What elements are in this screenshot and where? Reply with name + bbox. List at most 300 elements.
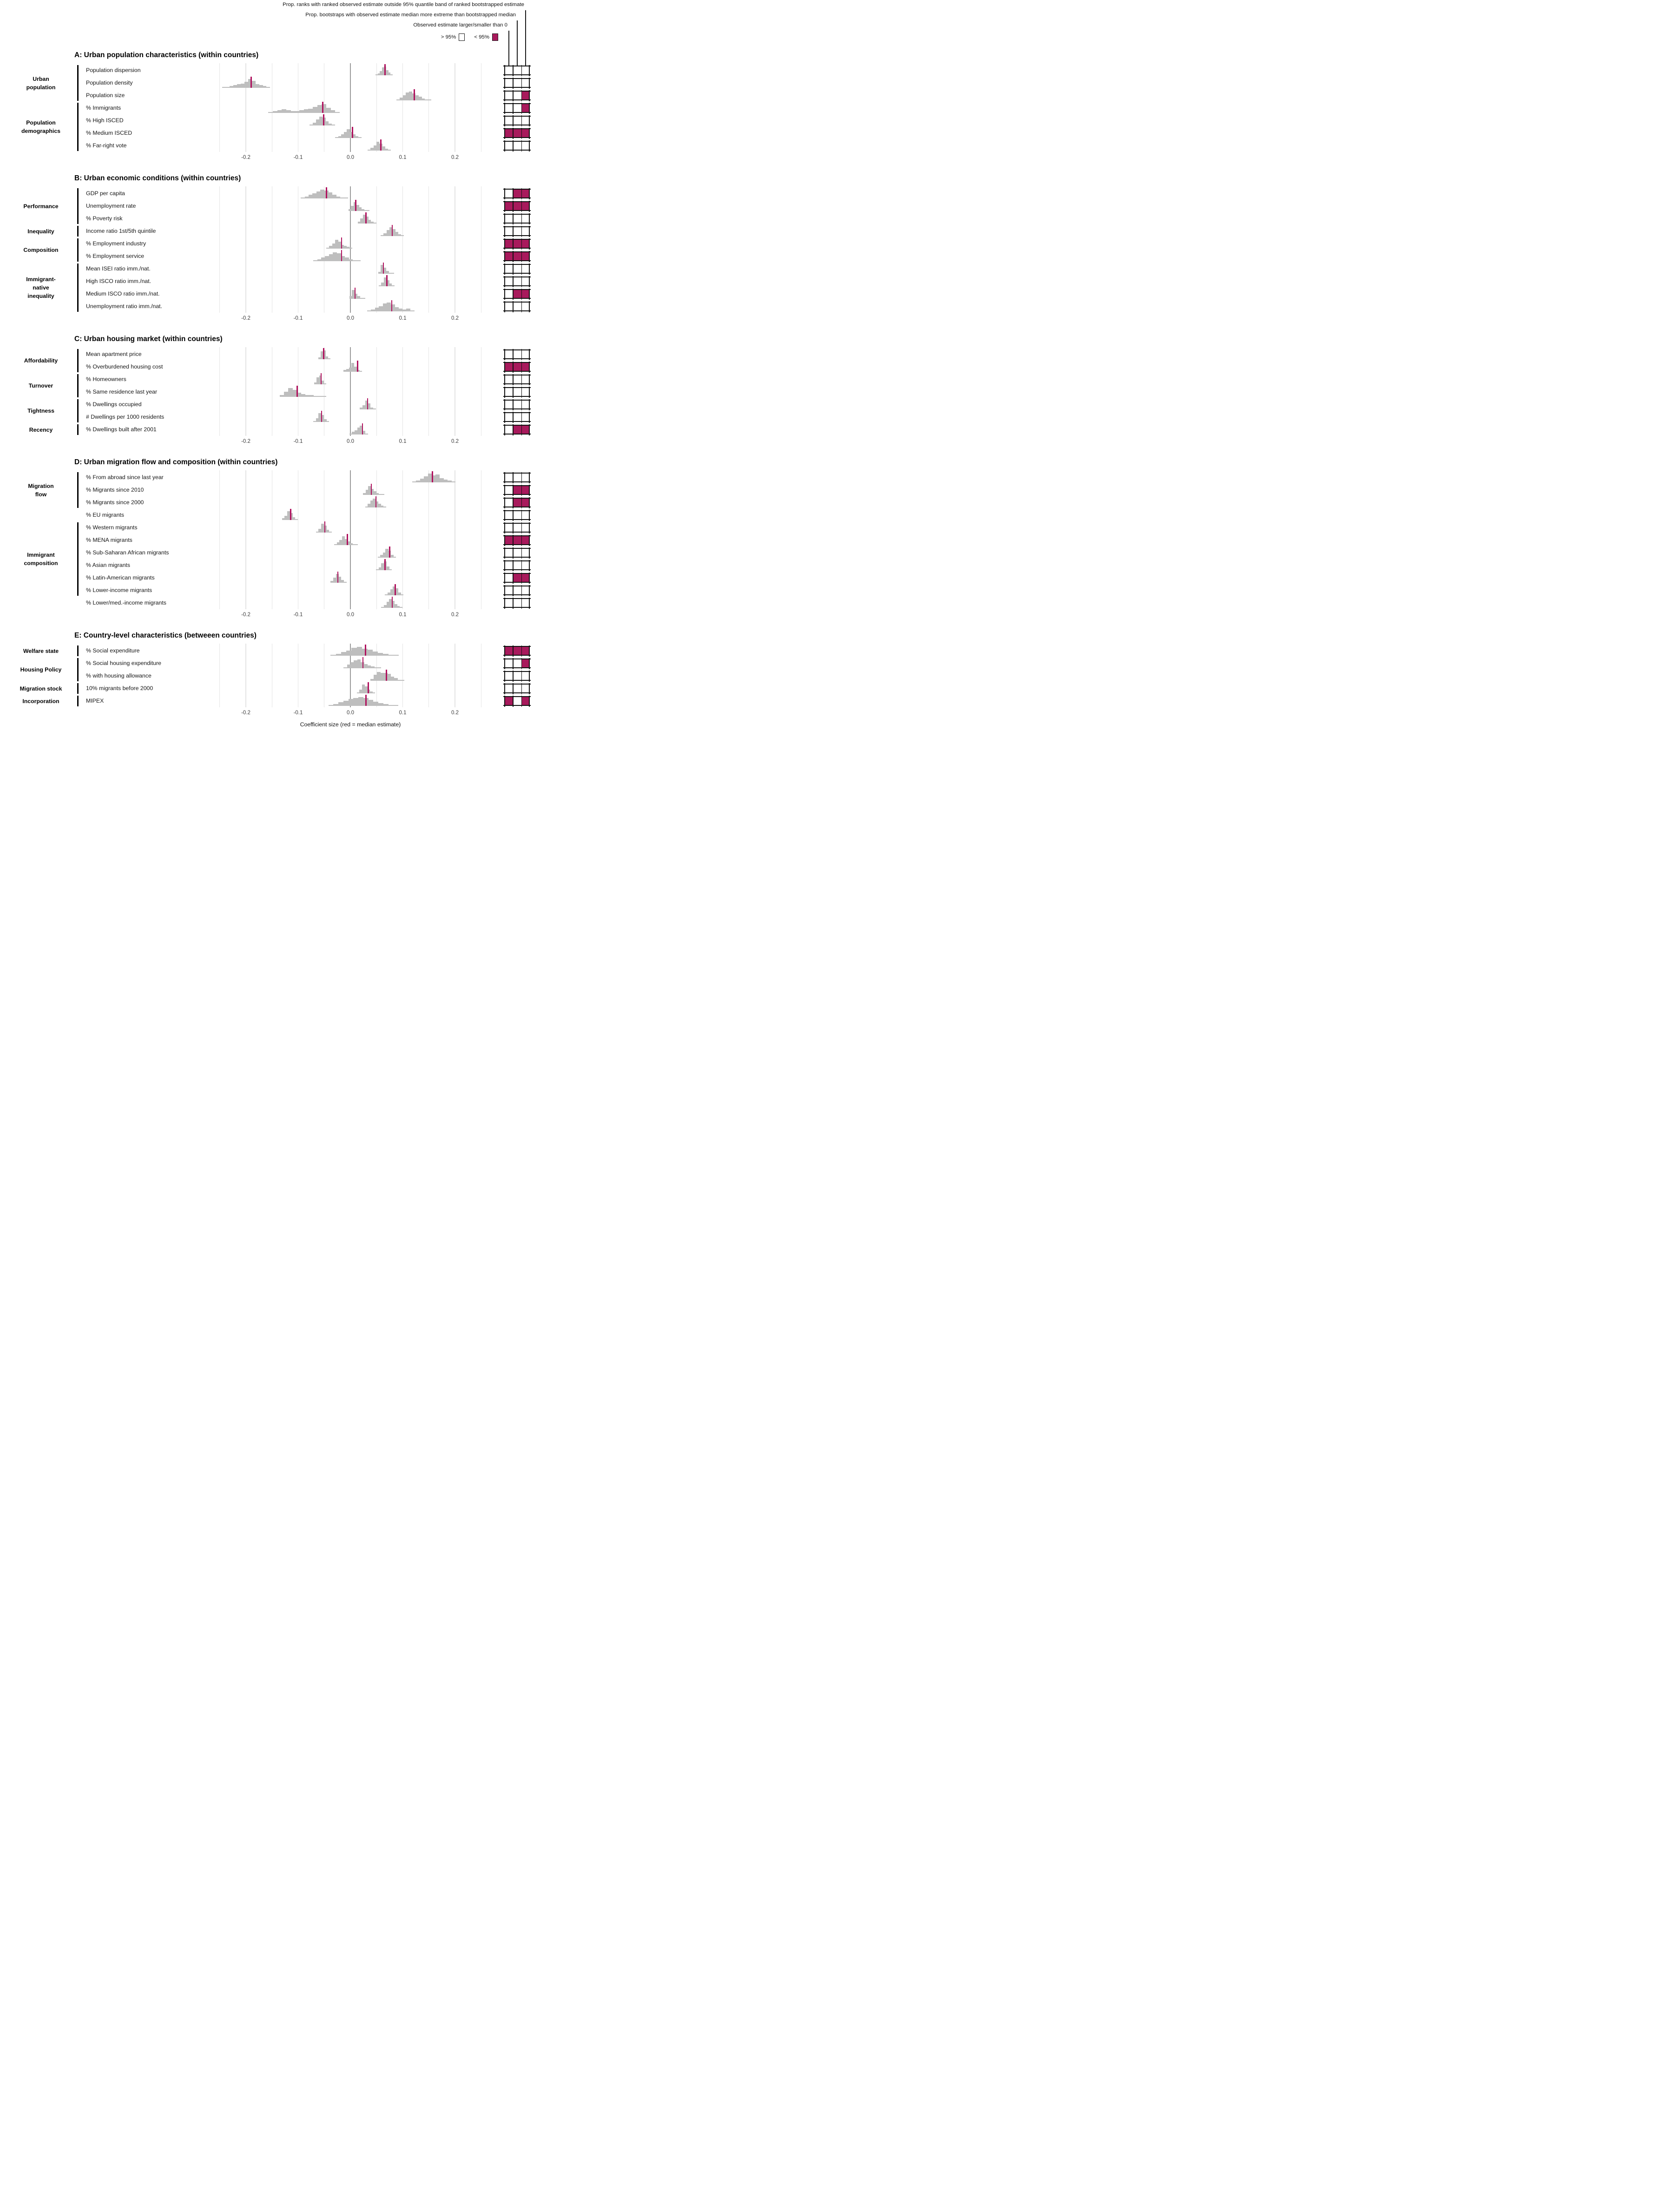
histogram-bar <box>355 544 358 545</box>
panel-c-title: C: Urban housing market (within countries) <box>74 335 223 343</box>
grid-cell <box>513 511 521 520</box>
grid-cell <box>521 388 530 396</box>
panel-b-row-label-4: % Employment industry <box>86 240 146 247</box>
panel-b-title: B: Urban economic conditions (within countries) <box>74 174 241 182</box>
axis-tick-label: 0.0 <box>347 612 354 618</box>
median-line <box>357 361 358 372</box>
gridline <box>454 186 455 313</box>
group-label-line: demographics <box>21 128 61 134</box>
grid-cell <box>513 400 521 409</box>
group-label-line: Population <box>26 119 56 126</box>
group-label-line: Housing Policy <box>20 666 62 673</box>
grid-cell <box>513 350 521 359</box>
grid-border <box>503 289 531 290</box>
grid-cell-filled <box>521 104 530 112</box>
panel-d-row-label-10: % Lower/med.-income migrants <box>86 599 166 606</box>
histogram-bar <box>391 273 394 274</box>
grid-cell-filled <box>521 91 530 100</box>
legend-leader-ranks <box>525 10 526 66</box>
grid-border <box>503 103 531 104</box>
axis-tick-label: 0.0 <box>347 155 354 160</box>
histogram-bar <box>353 698 358 706</box>
histogram-bar <box>390 74 393 75</box>
group-label-line: Immigrant- <box>26 276 56 283</box>
legend-leader-bootstraps <box>517 20 518 66</box>
gridline <box>245 186 246 313</box>
zero-line <box>350 470 351 609</box>
grid-border <box>503 607 531 608</box>
gridline <box>376 347 377 436</box>
grid-border <box>503 137 531 138</box>
median-line <box>386 275 388 286</box>
grid-cell <box>504 116 513 125</box>
grid-border <box>503 239 531 240</box>
significance-grid <box>504 66 530 75</box>
significance-grid <box>504 561 530 570</box>
grid-cell <box>504 302 513 311</box>
grid-cell-filled <box>521 239 530 248</box>
histogram-bar <box>367 210 369 211</box>
grid-border <box>503 473 531 474</box>
significance-grid <box>504 189 530 198</box>
grid-border <box>503 671 531 672</box>
gridline <box>219 470 220 609</box>
panel-d-row-label-0: % From abroad since last year <box>86 474 164 481</box>
grid-border <box>503 498 531 499</box>
histogram-bar <box>393 705 398 706</box>
median-line <box>250 77 252 88</box>
grid-cell <box>513 277 521 286</box>
axis-tick-label: -0.2 <box>241 710 250 716</box>
median-line <box>384 64 386 75</box>
group-label-line: Inequality <box>27 228 54 235</box>
histogram-bar <box>373 702 378 706</box>
grid-cell-filled <box>513 573 521 582</box>
median-line <box>392 597 393 608</box>
panel-e-title: E: Country-level characteristics (betweeen countries) <box>74 632 257 639</box>
grid-cell <box>521 66 530 75</box>
grid-border <box>503 557 531 558</box>
gridline <box>454 63 455 152</box>
grid-border <box>503 223 531 224</box>
grid-cell <box>504 548 513 557</box>
group-label-line: inequality <box>27 293 54 299</box>
histogram-bar <box>322 396 326 397</box>
grid-border <box>503 421 531 422</box>
histogram-bar <box>372 652 378 656</box>
histogram-bar <box>401 680 405 681</box>
significance-grid <box>504 290 530 298</box>
panel-b-row-label-0: GDP per capita <box>86 190 125 197</box>
median-line <box>355 288 356 299</box>
grid-cell <box>513 473 521 482</box>
gridline <box>428 470 429 609</box>
histogram-bar <box>389 569 392 570</box>
grid-cell-filled <box>513 189 521 198</box>
grid-cell-filled <box>513 425 521 434</box>
significance-grid <box>504 116 530 125</box>
gridline <box>402 63 403 152</box>
median-line <box>321 373 322 384</box>
grid-border <box>503 112 531 113</box>
grid-cell <box>504 91 513 100</box>
grid-border <box>503 684 531 685</box>
histogram-bar <box>400 607 402 608</box>
axis-tick-label: -0.2 <box>241 155 250 160</box>
histogram-bar <box>367 650 373 656</box>
grid-border <box>503 387 531 388</box>
median-line <box>365 695 367 706</box>
group-label-line: Tightness <box>27 408 54 414</box>
legend-lt95-swatch <box>492 33 498 41</box>
panel-b-group-label-0 <box>4 202 78 211</box>
grid-border <box>503 485 531 486</box>
gridline <box>219 347 220 436</box>
significance-grid <box>504 91 530 100</box>
grid-border <box>503 532 531 533</box>
grid-cell <box>504 523 513 532</box>
panel-d-row-label-4: % Western migrants <box>86 524 138 531</box>
grid-cell-filled <box>504 536 513 545</box>
grid-border <box>503 302 531 303</box>
histogram-bar <box>326 108 331 113</box>
gridline <box>245 644 246 707</box>
grid-border <box>503 310 531 311</box>
grid-border <box>503 91 531 92</box>
histogram-bar <box>333 704 338 706</box>
grid-cell-filled <box>504 362 513 371</box>
grid-cell-filled <box>504 646 513 655</box>
grid-cell <box>504 388 513 396</box>
histogram-bar <box>290 111 295 113</box>
grid-cell <box>504 66 513 75</box>
legend-leader-observed <box>508 31 509 66</box>
grid-cell <box>504 586 513 595</box>
panel-e-row-label-0: % Social expenditure <box>86 647 140 654</box>
panel-a-row-label-3: % Immigrants <box>86 104 121 111</box>
grid-border <box>503 383 531 384</box>
grid-border <box>503 226 531 227</box>
panel-d-row-label-6: % Sub-Saharan African migrants <box>86 549 169 556</box>
histogram-bar <box>362 298 365 299</box>
bootstrap-coefficient-figure <box>0 0 558 737</box>
grid-cell <box>504 659 513 668</box>
gridline <box>428 644 429 707</box>
significance-grid <box>504 672 530 680</box>
histogram-bar <box>329 705 334 706</box>
group-label-line: Turnover <box>28 382 53 389</box>
grid-cell-filled <box>513 362 521 371</box>
grid-cell <box>521 548 530 557</box>
significance-grid <box>504 141 530 150</box>
grid-cell <box>513 684 521 693</box>
grid-cell <box>504 375 513 384</box>
gridline <box>245 347 246 436</box>
axis-tick-label: -0.1 <box>293 439 303 444</box>
panel-e-group-label-3 <box>4 697 78 705</box>
median-line <box>341 250 343 261</box>
grid-cell <box>504 277 513 286</box>
median-line <box>371 484 372 495</box>
panel-c-group-label-0 <box>4 356 78 365</box>
grid-cell <box>504 511 513 520</box>
significance-grid <box>504 498 530 507</box>
histogram-bar <box>313 107 317 113</box>
grid-border <box>503 189 531 190</box>
histogram-bar <box>401 235 404 236</box>
axis-tick-label: 0.2 <box>451 316 459 321</box>
grid-cell-filled <box>513 129 521 138</box>
histogram-bar <box>373 408 375 409</box>
grid-cell <box>521 227 530 236</box>
median-line <box>395 584 396 595</box>
axis-tick-label: 0.1 <box>399 612 407 618</box>
significance-grid <box>504 548 530 557</box>
grid-cell <box>504 189 513 198</box>
grid-cell-filled <box>521 486 530 494</box>
legend-observed-label: Observed estimate larger/smaller than 0 <box>413 22 507 28</box>
panel-e-row-label-1: % Social housing expenditure <box>86 659 162 666</box>
histogram-bar <box>451 481 455 482</box>
panel-d-row-label-9: % Lower-income migrants <box>86 586 152 593</box>
histogram-bar <box>383 654 389 656</box>
panel-d-row-label-7: % Asian migrants <box>86 561 131 568</box>
histogram-bar <box>338 702 343 706</box>
grid-border <box>503 349 531 350</box>
grid-cell <box>513 548 521 557</box>
zero-line <box>350 347 351 436</box>
panel-e-row-label-4: MIPEX <box>86 697 104 704</box>
axis-tick-label: 0.1 <box>399 710 407 716</box>
grid-border <box>503 667 531 668</box>
histogram-bar <box>317 105 322 113</box>
median-line <box>391 300 393 311</box>
grid-cell <box>513 388 521 396</box>
gridline <box>219 644 220 707</box>
grid-border <box>503 358 531 359</box>
grid-cell <box>504 290 513 298</box>
median-line <box>290 509 291 520</box>
grid-cell <box>504 425 513 434</box>
significance-grid <box>504 362 530 371</box>
median-line <box>389 546 390 558</box>
median-line <box>362 657 364 668</box>
grid-border <box>503 260 531 261</box>
panel-a-group-label-1 <box>4 118 78 135</box>
histogram-bar <box>388 150 391 151</box>
legend-lt95-label: < 95% <box>474 34 489 40</box>
grid-border <box>503 87 531 88</box>
grid-cell-filled <box>513 498 521 507</box>
axis-tick-label: -0.2 <box>241 316 250 321</box>
panel-a-row-label-0: Population dispersion <box>86 66 141 73</box>
grid-cell <box>504 684 513 693</box>
grid-cell <box>521 214 530 223</box>
histogram-bar <box>330 110 335 113</box>
axis-tick-label: 0.2 <box>451 439 459 444</box>
histogram-bar <box>428 99 431 100</box>
panel-b-row-label-3: Income ratio 1st/5th quintile <box>86 227 156 234</box>
axis-tick-label: -0.1 <box>293 710 303 716</box>
median-line <box>326 187 327 198</box>
grid-border <box>503 548 531 549</box>
group-label-line: Welfare state <box>23 647 59 654</box>
histogram-bar <box>308 109 313 113</box>
panel-e-group-label-2 <box>4 685 78 693</box>
grid-cell <box>504 573 513 582</box>
grid-border <box>503 705 531 706</box>
histogram-bar <box>341 652 347 656</box>
gridline <box>428 347 429 436</box>
grid-cell <box>504 413 513 421</box>
grid-cell <box>513 66 521 75</box>
median-line <box>392 225 393 236</box>
histogram-bar <box>330 655 336 656</box>
gridline <box>219 63 220 152</box>
panel-b-group-label-3 <box>4 275 78 300</box>
panel-a-row-label-1: Population density <box>86 79 133 86</box>
gridline <box>402 347 403 436</box>
grid-cell <box>513 659 521 668</box>
axis-tick-label: -0.2 <box>241 439 250 444</box>
panel-b-row-label-8: Medium ISCO ratio imm./nat. <box>86 290 160 297</box>
median-line <box>352 127 353 138</box>
grid-border <box>503 535 531 536</box>
axis-tick-label: 0.0 <box>347 710 354 716</box>
histogram-bar <box>359 371 362 372</box>
grid-border <box>503 523 531 524</box>
significance-grid <box>504 536 530 545</box>
histogram-bar <box>328 358 331 359</box>
grid-cell <box>521 684 530 693</box>
panel-c-row-label-2: % Homeowners <box>86 375 126 382</box>
panel-b-row-label-1: Unemployment rate <box>86 202 136 209</box>
median-line <box>365 645 366 656</box>
gridline <box>245 63 246 152</box>
grid-cell <box>504 473 513 482</box>
grid-cell-filled <box>521 697 530 705</box>
significance-grid <box>504 104 530 112</box>
grid-cell <box>504 104 513 112</box>
grid-cell-filled <box>513 239 521 248</box>
grid-border <box>503 658 531 659</box>
legend-bootstraps-label: Prop. bootstraps with observed estimate median more extreme than bootstrapped median <box>305 12 516 18</box>
histogram-bar <box>266 87 270 88</box>
panel-d-row-label-1: % Migrants since 2010 <box>86 486 144 493</box>
median-line <box>322 102 323 113</box>
significance-grid <box>504 214 530 223</box>
histogram-bar <box>356 260 361 261</box>
significance-grid <box>504 375 530 384</box>
grid-border <box>503 560 531 561</box>
panel-d-group-label-1 <box>4 551 78 567</box>
histogram-bar <box>393 655 399 656</box>
grid-cell-filled <box>513 486 521 494</box>
panel-d-title: D: Urban migration flow and composition (within countries) <box>74 458 278 466</box>
grid-cell <box>521 400 530 409</box>
significance-grid <box>504 473 530 482</box>
histogram-bar <box>378 667 382 668</box>
grid-cell <box>513 586 521 595</box>
histogram-bar <box>383 704 388 706</box>
grid-border <box>503 210 531 211</box>
grid-border <box>503 99 531 100</box>
histogram-bar <box>392 285 395 286</box>
gridline <box>454 644 455 707</box>
significance-grid <box>504 264 530 273</box>
median-line <box>383 263 384 274</box>
group-label-line: population <box>26 84 56 91</box>
grid-border <box>503 481 531 482</box>
grid-cell <box>521 141 530 150</box>
significance-grid <box>504 573 530 582</box>
panel-c-row-label-5: # Dwellings per 1000 residents <box>86 413 165 420</box>
histogram-bar <box>388 705 393 706</box>
grid-border <box>503 235 531 236</box>
grid-cell <box>521 116 530 125</box>
panel-a-title: A: Urban population characteristics (within countries) <box>74 51 259 59</box>
histogram-bar <box>343 701 349 706</box>
grid-border <box>503 264 531 265</box>
grid-cell-filled <box>504 697 513 705</box>
significance-grid <box>504 400 530 409</box>
significance-grid <box>504 646 530 655</box>
panel-d-row-label-8: % Latin-American migrants <box>86 574 155 581</box>
grid-cell <box>504 599 513 607</box>
grid-cell <box>513 375 521 384</box>
gridline <box>402 470 403 609</box>
grid-cell <box>513 523 521 532</box>
x-axis-label: Coefficient size (red = median estimate) <box>300 721 401 728</box>
group-label-line: Recency <box>29 426 53 433</box>
grid-cell <box>504 498 513 507</box>
panel-a-row-label-6: % Far-right vote <box>86 142 127 149</box>
grid-cell <box>513 116 521 125</box>
grid-cell <box>504 561 513 570</box>
median-line <box>324 521 326 533</box>
grid-border <box>503 594 531 595</box>
histogram-bar <box>273 111 277 113</box>
median-line <box>368 682 369 693</box>
panel-b-group-label-2 <box>4 246 78 254</box>
histogram-bar <box>335 112 340 113</box>
panel-e-group-label-0 <box>4 647 78 655</box>
panel-c-group-label-2 <box>4 407 78 415</box>
grid-cell <box>521 473 530 482</box>
histogram-bar <box>349 699 354 706</box>
grid-border <box>503 412 531 413</box>
axis-tick-label: 0.2 <box>451 612 459 618</box>
group-label-line: Urban <box>33 75 49 82</box>
median-line <box>432 471 433 482</box>
grid-cell <box>504 672 513 680</box>
panel-d-row-label-3: % EU migrants <box>86 511 125 518</box>
panel-d-row-label-2: % Migrants since 2000 <box>86 499 144 506</box>
grid-cell-filled <box>521 129 530 138</box>
panel-a-group-label-0 <box>4 75 78 92</box>
grid-border <box>503 141 531 142</box>
grid-cell <box>504 486 513 494</box>
grid-cell-filled <box>521 498 530 507</box>
group-label-line: composition <box>24 560 58 566</box>
grid-cell-filled <box>504 239 513 248</box>
significance-grid <box>504 697 530 705</box>
legend-key <box>441 33 498 41</box>
significance-grid <box>504 388 530 396</box>
grid-cell <box>521 302 530 311</box>
panel-c-row-label-4: % Dwellings occupied <box>86 401 142 408</box>
grid-cell-filled <box>521 252 530 261</box>
